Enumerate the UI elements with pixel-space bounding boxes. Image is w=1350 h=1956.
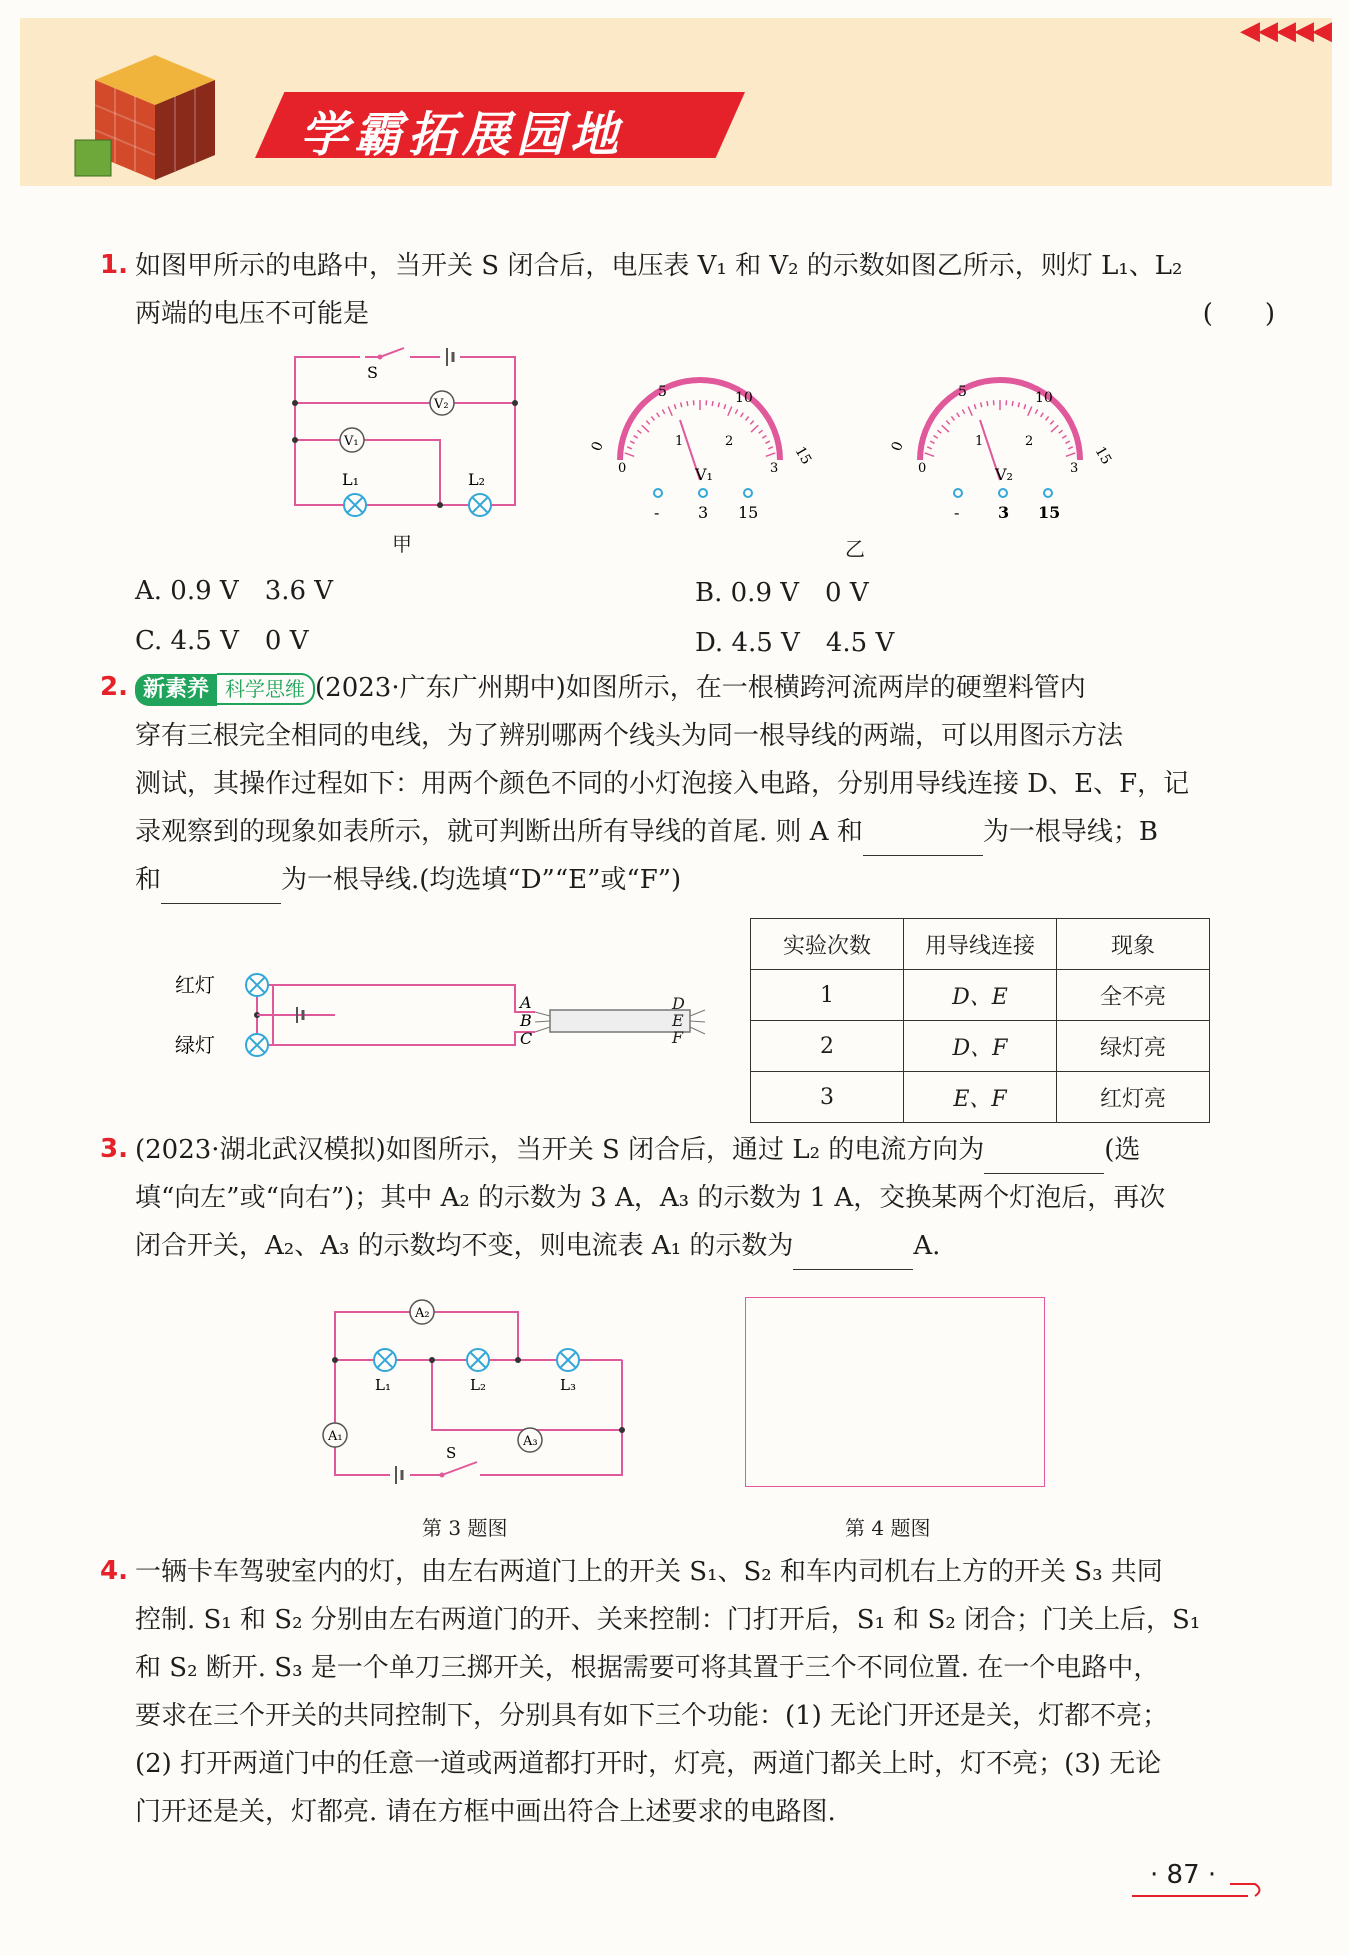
svg-text:A₃: A₃ [523, 1434, 538, 1449]
svg-text:3: 3 [770, 461, 779, 476]
meter-tick [637, 430, 641, 433]
table-cell: D、F [904, 1021, 1057, 1072]
q4-text [135, 1548, 1275, 1836]
meter-tick [741, 413, 744, 417]
table-cell: 红灯亮 [1057, 1072, 1210, 1123]
meter-tick [687, 401, 688, 406]
meter-tick [1028, 407, 1032, 416]
q3-line1b: (选 [1104, 1135, 1141, 1165]
table-cell: 绿灯亮 [1057, 1021, 1210, 1072]
q3-fig-caption: 第 3 题图 [422, 1516, 508, 1540]
svg-text:A₂: A₂ [415, 1306, 430, 1321]
meter-tick [642, 425, 649, 432]
meter-tick [1041, 413, 1044, 417]
svg-text:3: 3 [698, 503, 709, 522]
svg-text:绿灯: 绿灯 [175, 1033, 215, 1057]
meter-tick [1059, 430, 1063, 433]
q3-line2: 填“向左”或“向右”)；其中 A₂ 的示数为 3 A，A₃ 的示数为 1 A，交换某两个灯泡后，再次 [135, 1183, 1166, 1213]
q3-number: 3. [100, 1134, 128, 1164]
q2-line4a: 录观察到的现象如表所示，就可判断出所有导线的首尾. 则 A 和 [135, 817, 863, 847]
q3-text [135, 1126, 1275, 1270]
label-s: S [367, 363, 378, 382]
meter-tick [962, 409, 964, 413]
meter-tick [662, 409, 664, 413]
q2-labels-def [672, 995, 685, 1046]
meter-tick [1035, 409, 1037, 413]
svg-text:5: 5 [658, 384, 667, 400]
svg-text:2: 2 [725, 434, 734, 449]
q2-tag-thinking: 科学思维 [217, 673, 315, 705]
label-v2: V₂ [434, 397, 449, 412]
svg-text:S: S [446, 1444, 457, 1462]
meter-tick [1024, 404, 1026, 409]
table-row [751, 970, 1210, 1021]
q4-answer-box[interactable] [745, 1297, 1045, 1487]
meter-tick [634, 435, 638, 438]
svg-text:1: 1 [975, 434, 984, 449]
voltmeter-v2-face [888, 380, 1115, 530]
meter-tick [762, 435, 766, 438]
q1-option-d: D. 4.5 V 4.5 V [695, 628, 895, 658]
meter-tick [750, 421, 753, 425]
meter-tick [925, 453, 934, 456]
q1-line2: 两端的电压不可能是 [135, 299, 370, 329]
svg-text:L₁: L₁ [375, 1376, 391, 1394]
page-number: · 87 · [1150, 1860, 1217, 1890]
meter-tick [651, 416, 654, 420]
q3-line1a: (2023·湖北武汉模拟)如图所示，当开关 S 闭合后，通过 L₂ 的电流方向为 [135, 1135, 985, 1165]
q2-line4b: 为一根导线；B [982, 817, 1158, 847]
meter-tick [987, 401, 988, 406]
plastic-tube [550, 1010, 690, 1032]
table-cell: D、E [904, 970, 1057, 1021]
table-header: 实验次数 [751, 919, 904, 970]
q2-line2: 穿有三根完全相同的电线，为了辨别哪两个线头为同一根导线的两端，可以用图示方法 [135, 721, 1124, 751]
meter-tick [1068, 447, 1073, 449]
meter-tick [968, 407, 972, 416]
voltmeter-v1-face [588, 380, 815, 530]
q4-line5: (2) 打开两道门中的任意一道或两道都打开时，灯亮，两道门都关上时，灯不亮；(3) 无论 [135, 1749, 1162, 1779]
q3-line3a: 闭合开关，A₂、A₃ 的示数均不变，则电流表 A₁ 的示数为 [135, 1231, 794, 1261]
q3-circuit [320, 1290, 630, 1490]
table-cell: 全不亮 [1057, 970, 1210, 1021]
svg-text:3: 3 [1070, 461, 1079, 476]
q2-tube-diagram [175, 950, 705, 1080]
q4-line4: 要求在三个开关的共同控制下，分别具有如下三个功能：(1) 无论门开还是关，灯都不亮； [135, 1701, 1169, 1731]
meter-tick [946, 421, 949, 425]
q1-text [135, 242, 1275, 338]
svg-text:3: 3 [998, 503, 1010, 522]
table-cell: 3 [751, 1072, 904, 1123]
meter-tick [981, 402, 982, 407]
table-header: 现象 [1057, 919, 1210, 970]
meter-tick [957, 413, 960, 417]
q1-line1: 如图甲所示的电路中，当开关 S 闭合后，电压表 V₁ 和 V₂ 的示数如图乙所示，则灯 L₁、L₂ [135, 251, 1183, 281]
svg-text:10: 10 [735, 390, 753, 406]
svg-text:15: 15 [1091, 444, 1115, 468]
meter-tick [1012, 401, 1013, 406]
svg-text:0: 0 [618, 461, 627, 476]
meter-tick [630, 441, 634, 443]
meter-tick [942, 425, 949, 432]
q4-number: 4. [100, 1556, 128, 1586]
q2-line5b: 为一根导线.(均选填“D”“E”或“F”) [281, 865, 682, 895]
red-bulb-icon [246, 974, 268, 996]
table-cell: 1 [751, 970, 904, 1021]
table-header: 用导线连接 [904, 919, 1057, 970]
q2-line5a: 和 [135, 865, 162, 895]
meter-tick [937, 430, 941, 433]
q2-results-table [750, 918, 1210, 1123]
svg-text:1: 1 [675, 434, 684, 449]
page-title: 学霸拓展园地 [300, 107, 625, 163]
q2-blank-1[interactable] [863, 825, 983, 856]
meter-tick [766, 453, 775, 456]
meter-tick [1065, 441, 1069, 443]
meter-tick [751, 425, 758, 432]
q1-option-a: A. 0.9 V 3.6 V [135, 576, 334, 606]
meter-tick [1050, 421, 1053, 425]
svg-text:15: 15 [738, 503, 759, 522]
svg-text:15: 15 [791, 444, 815, 468]
svg-text:V₂: V₂ [995, 465, 1013, 484]
svg-text:C: C [520, 1029, 533, 1048]
meter-tick [646, 421, 649, 425]
bulb-l1-icon [344, 494, 366, 516]
page-number-underline-icon [1130, 1870, 1270, 1900]
svg-text:红灯: 红灯 [175, 973, 215, 997]
q1-option-b: B. 0.9 V 0 V [695, 578, 869, 608]
svg-text:V₁: V₁ [695, 465, 713, 484]
svg-text:2: 2 [1025, 434, 1034, 449]
label-f: F [672, 1028, 684, 1047]
q1-option-c: C. 4.5 V 0 V [135, 626, 309, 656]
table-row [751, 1021, 1210, 1072]
q4-line1: 一辆卡车驾驶室内的灯，由左右两道门上的开关 S₁、S₂ 和车内司机右上方的开关 S₃ 共同 [135, 1557, 1163, 1587]
meter-tick [627, 447, 632, 449]
rubik-cube-icon [75, 40, 225, 190]
meter-tick [668, 407, 672, 416]
label-l1: L₁ [342, 470, 360, 489]
svg-text:10: 10 [1035, 390, 1053, 406]
table-cell: E、F [904, 1072, 1057, 1123]
q2-text [135, 664, 1275, 904]
svg-text:-: - [954, 503, 960, 522]
bulb-l2-icon [469, 494, 491, 516]
q3-blank-2[interactable] [793, 1239, 913, 1270]
bulb-l3-icon [557, 1349, 579, 1371]
fig-jia-label: 甲 [392, 532, 412, 556]
q4-line3: 和 S₂ 断开. S₃ 是一个单刀三掷开关，根据需要可将其置于三个不同位置. 在一个电路中， [135, 1653, 1160, 1683]
svg-text:L₃: L₃ [560, 1376, 576, 1394]
q3-blank-1[interactable] [984, 1143, 1104, 1174]
meter-tick [728, 407, 732, 416]
meter-tick [759, 430, 763, 433]
svg-text:A: A [520, 993, 532, 1012]
q2-number: 2. [100, 672, 128, 702]
meter-tick [930, 441, 934, 443]
bulb-l1-icon [374, 1349, 396, 1371]
label-v1: V₁ [344, 434, 359, 449]
meter-tick [1046, 416, 1049, 420]
meter-tick [735, 409, 737, 413]
svg-text:5: 5 [958, 384, 967, 400]
svg-text:0: 0 [918, 461, 927, 476]
table-header-row [751, 919, 1210, 970]
svg-text:15: 15 [1038, 503, 1061, 522]
label-e: E [672, 1011, 684, 1030]
label-d: D [672, 994, 685, 1013]
svg-text:L₂: L₂ [470, 1376, 486, 1394]
svg-text:0: 0 [588, 439, 607, 454]
q4-fig-caption: 第 4 题图 [845, 1516, 931, 1540]
meter-tick [625, 453, 634, 456]
meter-tick [681, 402, 682, 407]
fig-yi-label: 乙 [845, 537, 865, 561]
q3-line3b: A. [913, 1231, 941, 1261]
svg-text:-: - [654, 503, 660, 522]
meter-tick [927, 447, 932, 449]
meter-tick [1062, 435, 1066, 438]
svg-text:A₁: A₁ [328, 1429, 343, 1444]
q4-line2: 控制. S₁ 和 S₂ 分别由左右两道门的开、关来控制：门打开后，S₁ 和 S₂ 闭合；门关上后，S₁ [135, 1605, 1201, 1635]
label-l2: L₂ [468, 470, 486, 489]
meter-tick [718, 402, 719, 407]
table-cell: 2 [751, 1021, 904, 1072]
q1-circuit-jia [280, 345, 540, 545]
meter-tick [765, 441, 769, 443]
q1-number: 1. [100, 250, 128, 280]
meter-tick [746, 416, 749, 420]
meter-tick [768, 447, 773, 449]
q2-line3: 测试，其操作过程如下：用两个颜色不同的小灯泡接入电路，分别用导线连接 D、E、F，记 [135, 769, 1190, 799]
meter-tick [974, 404, 976, 409]
meter-tick [724, 404, 726, 409]
meter-tick [657, 413, 660, 417]
bulb-l2-icon [467, 1349, 489, 1371]
q2-line1: (2023·广东广州期中)如图所示，在一根横跨河流两岸的硬塑料管内 [315, 673, 1086, 703]
svg-text:B: B [520, 1011, 532, 1030]
meter-tick [1051, 425, 1058, 432]
header-arrows-icon: ◀◀◀◀◀ [1240, 16, 1330, 46]
q2-blank-2[interactable] [161, 873, 281, 904]
table-row [751, 1072, 1210, 1123]
meter-tick [934, 435, 938, 438]
meter-tick [1018, 402, 1019, 407]
q2-tag-literacy: 新素养 [135, 674, 217, 706]
meter-tick [1066, 453, 1075, 456]
q1-answer-paren: ( ) [1202, 299, 1275, 329]
svg-text:0: 0 [888, 439, 907, 454]
meter-tick [951, 416, 954, 420]
meter-tick [712, 401, 713, 406]
q4-line6: 门开还是关，灯都亮. 请在方框中画出符合上述要求的电路图. [135, 1797, 836, 1827]
green-bulb-icon [246, 1034, 268, 1056]
meter-tick [674, 404, 676, 409]
